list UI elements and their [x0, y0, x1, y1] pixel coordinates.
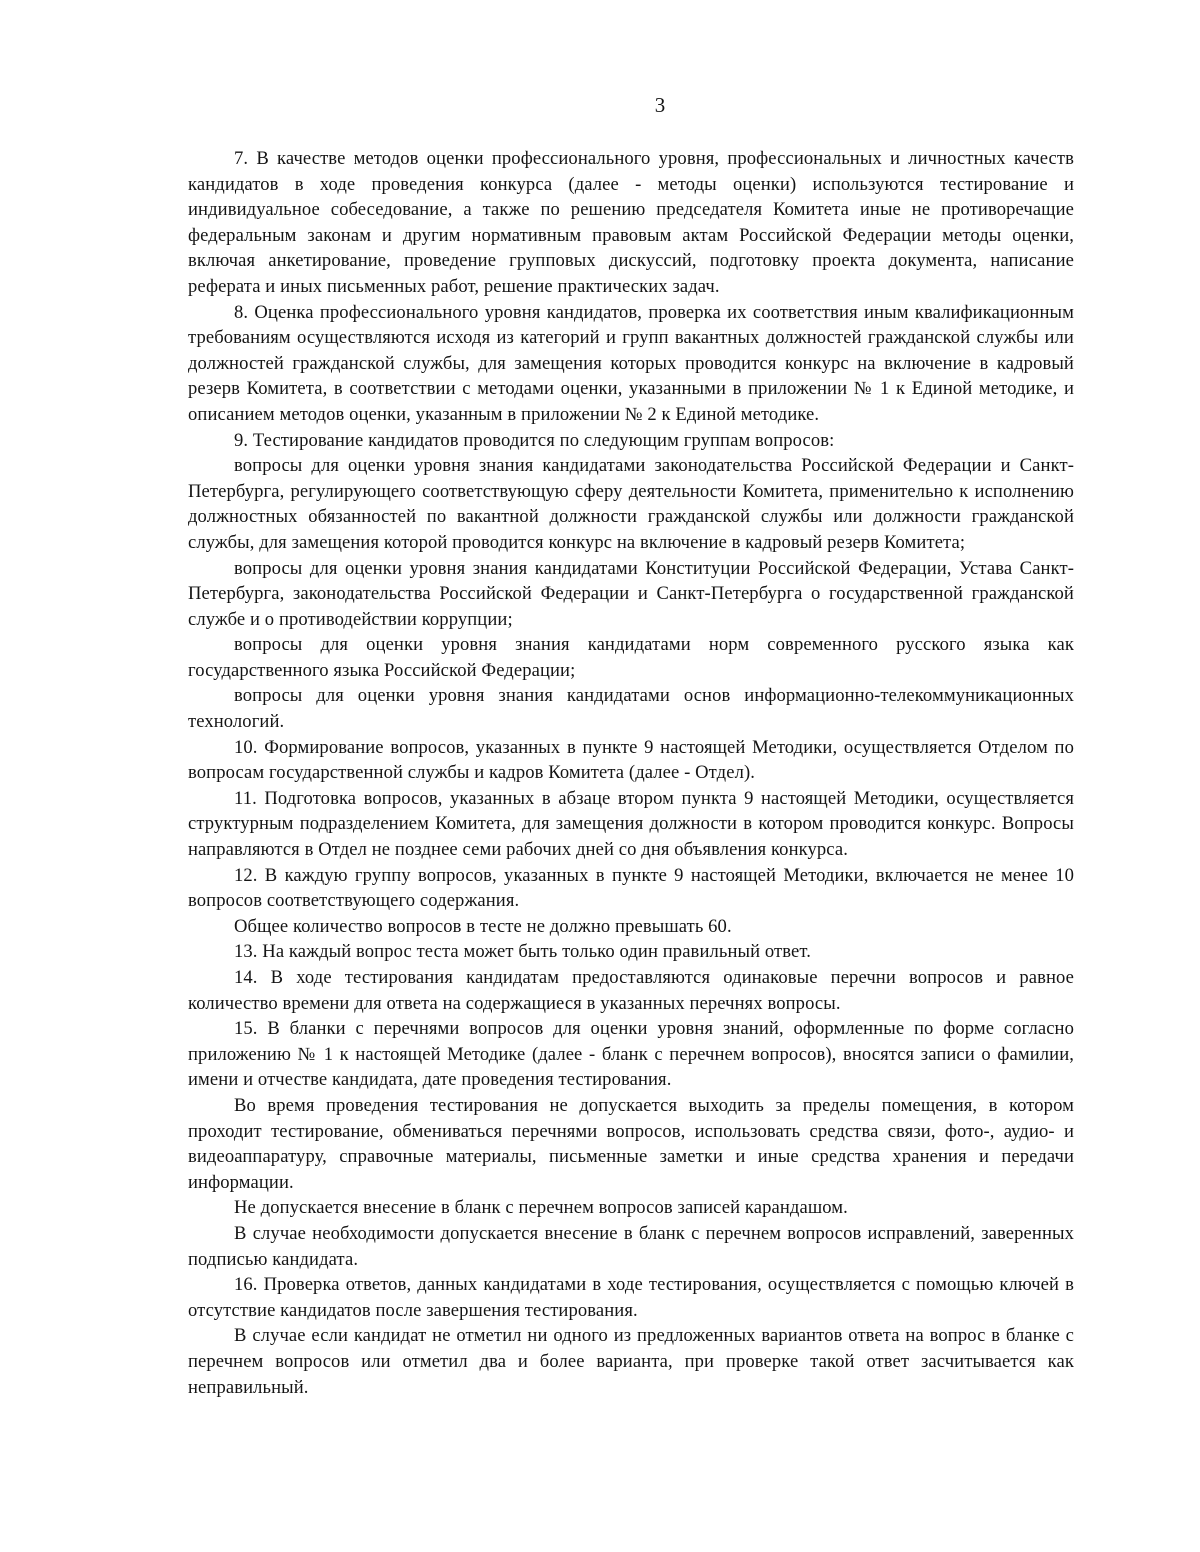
paragraph-14: 14. В ходе тестирования кандидатам предоставляются одинаковые перечни вопросов и равное количество времени для ответа на содержащиеся в указанных перечнях вопросы.	[188, 967, 1074, 1014]
document-body	[188, 146, 1074, 1400]
paragraph-9-item-3: вопросы для оценки уровня знания кандидатами норм современного русского языка как государственного языка Российской Федерации;	[188, 634, 1074, 681]
paragraph-13: 13. На каждый вопрос теста может быть только один правильный ответ.	[234, 941, 811, 963]
paragraph-15-pencil: Не допускается внесение в бланк с перечнем вопросов записей карандашом.	[234, 1197, 848, 1219]
paragraph-9-item-2: вопросы для оценки уровня знания кандидатами Конституции Российской Федерации, Устава Санкт-Петербурга, законодательства Российской Федерации и Санкт-Петербурга о государственной гражданской службе и о противодействии коррупции;	[188, 557, 1074, 630]
paragraph-10: 10. Формирование вопросов, указанных в пункте 9 настоящей Методики, осуществляется Отделом по вопросам государственной службы и кадров Комитета (далее - Отдел).	[188, 736, 1074, 784]
paragraph-9-item-1: вопросы для оценки уровня знания кандидатами законодательства Российской Федерации и Санкт-Петербурга, регулирующего соответствующую сферу деятельности Комитета, применительно к исполнению должностных обязанностей по вакантной должности гражданской службы или должности гражданской службы, для замещения которой проводится конкурс на включение в кадровый резерв Комитета;	[188, 455, 1074, 553]
paragraph-9: 9. Тестирование кандидатов проводится по следующим группам вопросов:	[234, 429, 835, 451]
paragraph-15-rules: Во время проведения тестирования не допускается выходить за пределы помещения, в котором проходит тестирование, обмениваться перечнями вопросов, использовать средства связи, фото-, аудио- и видеоаппаратуру, справочные материалы, письменные заметки и иные средства хранения и передачи информации.	[188, 1094, 1074, 1193]
paragraph-16: 16. Проверка ответов, данных кандидатами в ходе тестирования, осуществляется с помощью ключей в отсутствие кандидатов после завершения тестирования.	[188, 1274, 1074, 1321]
page-number: 3	[654, 93, 666, 117]
paragraph-12-note: Общее количество вопросов в тесте не должно превышать 60.	[234, 915, 732, 937]
paragraph-7: 7. В качестве методов оценки профессионального уровня, профессиональных и личностных качеств кандидатов в ходе проведения конкурса (далее - методы оценки) используются тестирование и индивидуальное собеседование, а также по решению председателя Комитета иные не противоречащие федеральным законам и другим нормативным правовым актам Российской Федерации методы оценки, включая анкетирование, проведение групповых дискуссий, подготовку проекта документа, написание реферата и иных письменных работ, решение практических задач.	[188, 148, 1074, 297]
paragraph-15: 15. В бланки с перечнями вопросов для оценки уровня знаний, оформленные по форме согласно приложению № 1 к настоящей Методике (далее - бланк с перечнем вопросов), вносятся записи о фамилии, имени и отчестве кандидата, дате проведения тестирования.	[188, 1018, 1074, 1091]
paragraph-15-corrections: В случае необходимости допускается внесение в бланк с перечнем вопросов исправлений, заверенных подписью кандидата.	[188, 1222, 1074, 1270]
paragraph-16-note: В случае если кандидат не отметил ни одного из предложенных вариантов ответа на вопрос в бланке с перечнем вопросов или отметил два и более варианта, при проверке такой ответ засчитывается как неправильный.	[188, 1325, 1074, 1398]
paragraph-9-item-4: вопросы для оценки уровня знания кандидатами основ информационно-телекоммуникационных технологий.	[188, 685, 1074, 733]
paragraph-11: 11. Подготовка вопросов, указанных в абзаце втором пункта 9 настоящей Методики, осуществляется структурным подразделением Комитета, для замещения должности в котором проводится конкурс. Вопросы направляются в Отдел не позднее семи рабочих дней со дня объявления конкурса.	[188, 787, 1074, 861]
paragraph-12: 12. В каждую группу вопросов, указанных в пункте 9 настоящей Методики, включается не менее 10 вопросов соответствующего содержания.	[188, 864, 1074, 912]
paragraph-8: 8. Оценка профессионального уровня кандидатов, проверка их соответствия иным квалификационным требованиям осуществляются исходя из категорий и групп вакантных должностей гражданской службы или должностей гражданской службы, для замещения которых проводится конкурс на включение в кадровый резерв Комитета, в соответствии с методами оценки, указанными в приложении № 1 к Единой методике, и описанием методов оценки, указанным в приложении № 2 к Единой методике.	[188, 301, 1074, 425]
